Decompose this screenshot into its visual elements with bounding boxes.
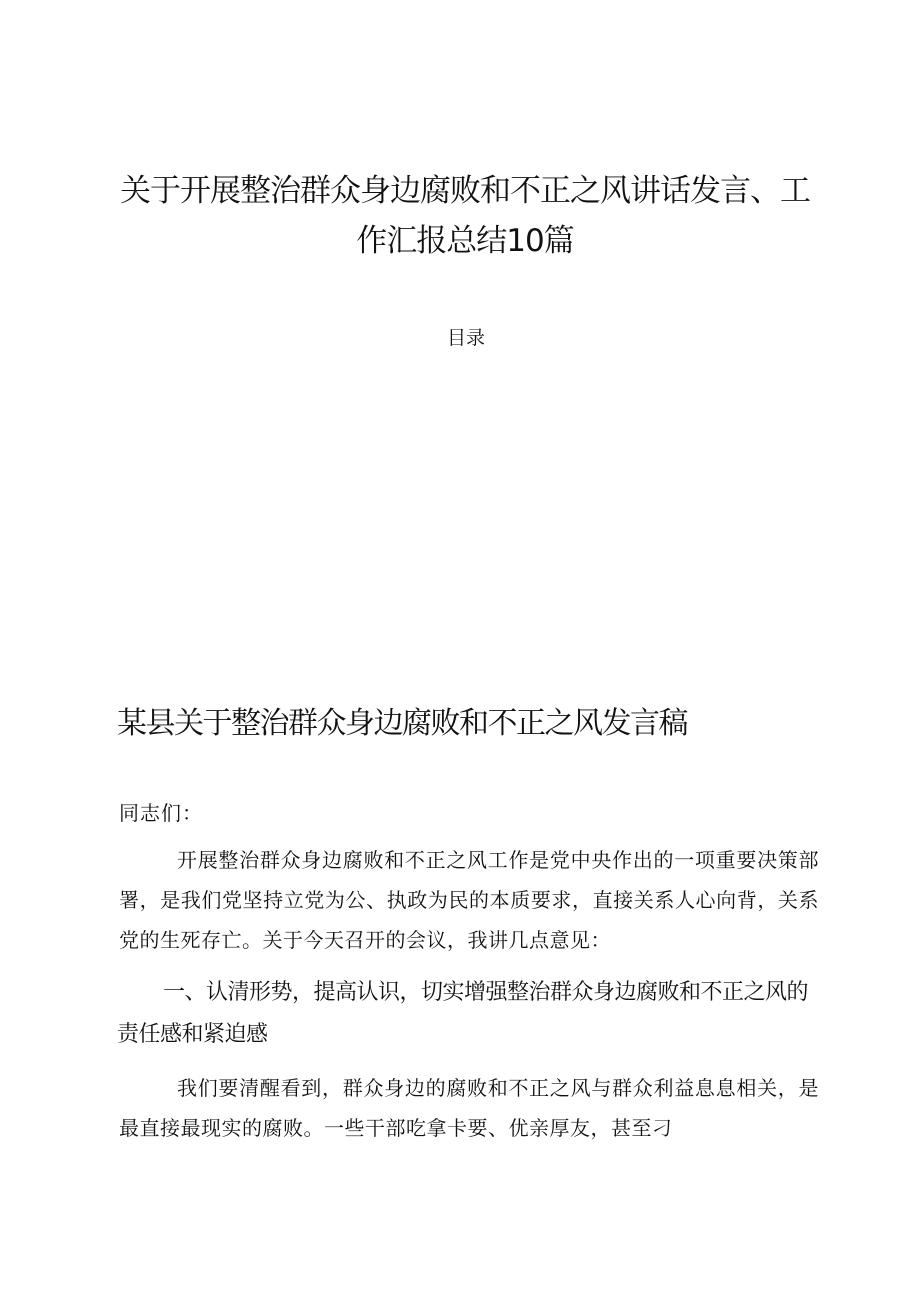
body-paragraph-2: 我们要清醒看到，群众身边的腐败和不正之风与群众利益息息相关，是最直接最现实的腐败。一些干部吃拿卡要、优亲厚友，甚至刁 — [119, 1076, 819, 1140]
table-of-contents-label: 目录 — [446, 327, 485, 349]
salutation: 同志们： — [119, 801, 203, 825]
section-title: 某县关于整治群众身边腐败和不正之风发言稿 — [117, 706, 687, 741]
section-heading-1: 一、认清形势，提高认识，切实增强整治群众身边腐败和不正之风的责任感和紧迫感 — [117, 980, 809, 1047]
document-title: 关于开展整治群众身边腐败和不正之风讲话发言、工作汇报总结10篇 — [120, 173, 810, 259]
body-paragraph-1: 开展整治群众身边腐败和不正之风工作是党中央作出的一项重要决策部署，是我们党坚持立党为公、执政为民的本质要求，直接关系人心向背，关系党的生死存亡。关于今天召开的会议，我讲几点意见： — [119, 848, 819, 952]
